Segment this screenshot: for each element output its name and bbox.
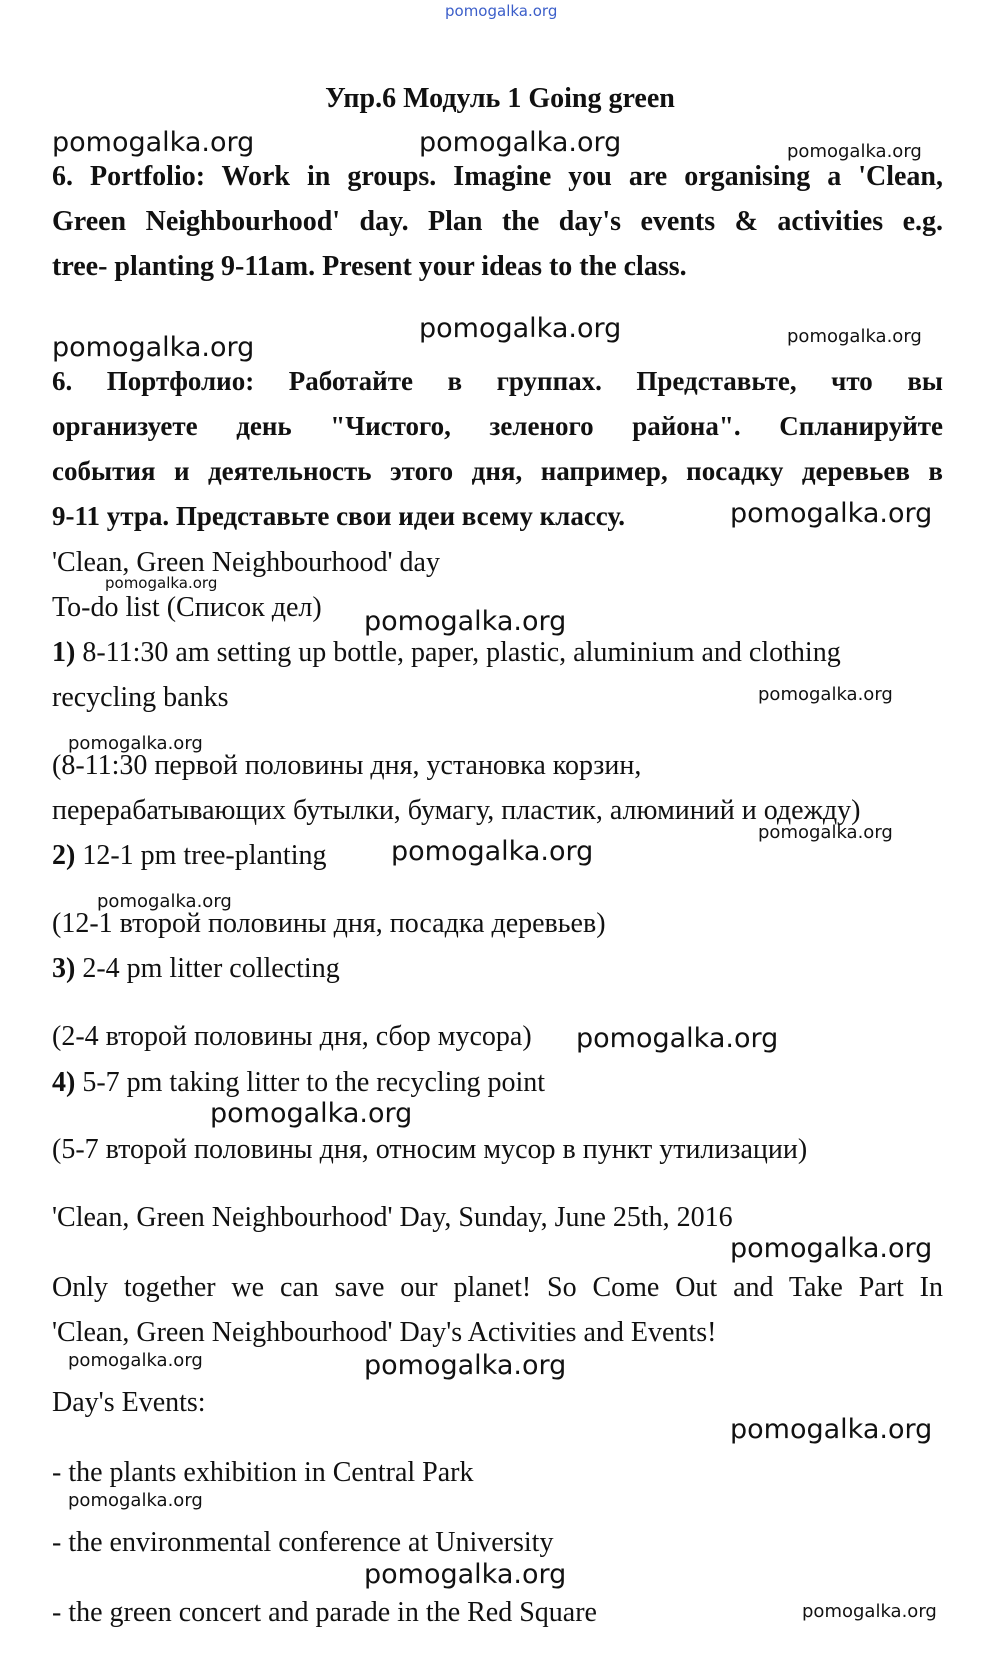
watermark: pomogalka.org: [730, 1233, 933, 1264]
event-item-1: - the plants exhibition in Central Park: [52, 1457, 474, 1488]
announcement-line-2: 'Clean, Green Neighbourhood' Day's Activities and Events!: [52, 1317, 717, 1348]
task-ru-line-2: организуете день "Чистого, зеленого района". Спланируйте: [52, 411, 943, 441]
watermark: pomogalka.org: [787, 326, 922, 347]
list-item-2: [52, 842, 326, 870]
task-ru-line-3: события и деятельность этого дня, например, посадку деревьев в: [52, 456, 943, 486]
item-text: 8-11:30 am setting up bottle, paper, plastic, aluminium and clothing: [82, 637, 841, 668]
task-en-line-2: Green Neighbourhood' day. Plan the day's events & activities e.g.: [52, 206, 943, 237]
watermark: pomogalka.org: [419, 127, 622, 158]
item-text: 5-7 pm taking litter to the recycling point: [82, 1067, 545, 1098]
todo-heading: To-do list (Список дел): [52, 592, 322, 623]
watermark: pomogalka.org: [364, 606, 567, 637]
item-number: 4): [52, 1067, 76, 1098]
task-en-line-1: 6. Portfolio: Work in groups. Imagine you are organising a 'Clean,: [52, 161, 943, 192]
list-item-1: [52, 639, 841, 667]
task-en-line-3: tree- planting 9-11am. Present your ideas to the class.: [52, 251, 687, 282]
announcement-title: 'Clean, Green Neighbourhood' Day, Sunday, June 25th, 2016: [52, 1202, 733, 1233]
watermark: pomogalka.org: [758, 684, 893, 705]
watermark: pomogalka.org: [97, 891, 232, 912]
item-number: 1): [52, 637, 76, 668]
item-text: 12-1 pm tree-planting: [82, 840, 327, 871]
task-ru-line-1: 6. Портфолио: Работайте в группах. Представьте, что вы: [52, 366, 943, 396]
watermark: pomogalka.org: [52, 332, 255, 363]
watermark: pomogalka.org: [730, 498, 933, 529]
item-2-ru-line-1: (12-1 второй половины дня, посадка деревьев): [52, 908, 606, 939]
watermark: pomogalka.org: [787, 141, 922, 162]
watermark: pomogalka.org: [210, 1098, 413, 1129]
item-number: 2): [52, 840, 76, 871]
watermark: pomogalka.org: [68, 733, 203, 754]
watermark: pomogalka.org: [576, 1023, 779, 1054]
watermark: pomogalka.org: [802, 1601, 937, 1622]
watermark: pomogalka.org: [105, 574, 218, 592]
list-item-3: [52, 955, 340, 983]
events-heading: Day's Events:: [52, 1387, 206, 1418]
event-item-3: - the green concert and parade in the Red Square: [52, 1597, 597, 1628]
watermark: pomogalka.org: [391, 836, 594, 867]
item-1-ru-line-2: перерабатывающих бутылки, бумагу, пластик, алюминий и одежду): [52, 795, 861, 826]
list-item-4: [52, 1069, 545, 1097]
watermark: pomogalka.org: [364, 1559, 567, 1590]
item-number: 3): [52, 953, 76, 984]
watermark: pomogalka.org: [419, 313, 622, 344]
announcement-line-1: Only together we can save our planet! So Come Out and Take Part In: [52, 1272, 943, 1303]
top-watermark: pomogalka.org: [445, 2, 558, 20]
watermark: pomogalka.org: [68, 1490, 203, 1511]
watermark: pomogalka.org: [730, 1414, 933, 1445]
item-3-ru-line-1: (2-4 второй половины дня, сбор мусора): [52, 1021, 532, 1052]
item-1-ru-line-1: (8-11:30 первой половины дня, установка корзин,: [52, 750, 642, 781]
task-ru-line-4: 9-11 утра. Представьте свои идеи всему классу.: [52, 501, 625, 531]
item-4-ru-line-1: (5-7 второй половины дня, относим мусор в пункт утилизации): [52, 1134, 808, 1165]
watermark: pomogalka.org: [52, 127, 255, 158]
item-1-en-line-2: recycling banks: [52, 682, 229, 713]
watermark: pomogalka.org: [364, 1350, 567, 1381]
watermark: pomogalka.org: [758, 822, 893, 843]
day-heading: 'Clean, Green Neighbourhood' day: [52, 547, 440, 578]
page-title: Упр.6 Модуль 1 Going green: [325, 83, 675, 114]
item-text: 2-4 pm litter collecting: [82, 953, 340, 984]
event-item-2: - the environmental conference at University: [52, 1527, 554, 1558]
watermark: pomogalka.org: [68, 1350, 203, 1371]
